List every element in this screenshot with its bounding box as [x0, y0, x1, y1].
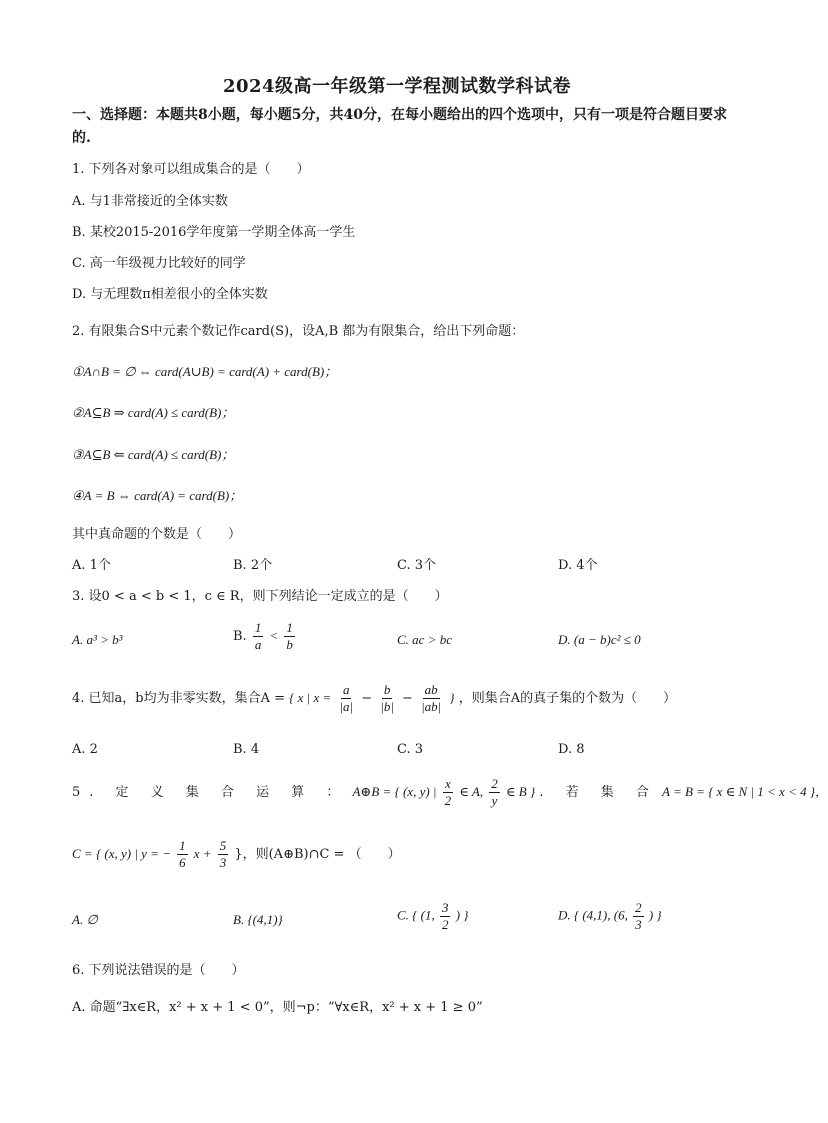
q5-lead: 5. 定 义 集 合 运 算 ： — [72, 785, 349, 800]
numerator: x — [445, 776, 451, 791]
fraction — [218, 838, 229, 871]
numerator: 2 — [491, 776, 498, 791]
q4-stem-prefix: 4. 已知a，b均为非零实数，集合A = — [72, 691, 286, 706]
q5-c-mid: x + — [193, 846, 212, 861]
q4-stem-suffix: ，则集合A的真子集的个数为（ ） — [458, 691, 677, 706]
fraction — [633, 900, 644, 933]
operator: − — [361, 691, 373, 706]
q2-proposition-3: ③A⊆B ⇐ card(A) ≤ card(B)； — [72, 447, 235, 462]
q5-set-c — [72, 838, 401, 871]
fraction — [284, 620, 295, 653]
page-title: 2024级高一年级第一学程测试数学科试卷 — [222, 76, 572, 97]
fraction — [419, 682, 443, 715]
fraction — [253, 620, 264, 653]
q1-option-b: B. 某校2015-2016学年度第一学期全体高一学生 — [72, 225, 356, 240]
q2-option-b: B. 2个 — [233, 558, 273, 573]
q5-option-b: B. {(4,1)} — [233, 912, 283, 927]
numerator: 3 — [441, 900, 449, 915]
q1-option-c: C. 高一年级视力比较好的同学 — [72, 256, 246, 271]
q4-option-d: D. 8 — [558, 742, 585, 757]
set-open: { x | x = — [289, 690, 332, 705]
fraction — [443, 776, 454, 809]
q5-def-mid: ∈ A, — [459, 784, 484, 799]
q4-option-a: A. 2 — [72, 742, 98, 757]
numerator: a — [342, 682, 350, 697]
fraction — [440, 900, 451, 933]
q5-definition — [72, 776, 828, 809]
q3-option-b — [233, 620, 297, 653]
q2-option-d: D. 4个 — [558, 558, 598, 573]
numerator: 1 — [286, 620, 293, 635]
q5-c-suffix: }，则(A⊕B)∩C = （ ） — [234, 847, 401, 862]
numerator: ab — [424, 682, 438, 697]
fraction — [337, 682, 355, 715]
denominator: b — [286, 637, 293, 652]
q5-def-prefix: A⊕B = { (x, y) | — [352, 784, 437, 799]
q4-stem — [72, 682, 676, 715]
denominator: 2 — [444, 793, 452, 808]
denominator: |b| — [380, 699, 394, 714]
fraction — [489, 776, 500, 809]
denominator: |ab| — [421, 699, 442, 714]
q5-option-c — [397, 900, 468, 933]
q5-d-opt-suffix: ) } — [648, 907, 662, 923]
q2-option-c: C. 3个 — [397, 558, 437, 573]
q1-option-d: D. 与无理数π相差很小的全体实数 — [72, 287, 268, 302]
q5-c-prefix: C = { (x, y) | y = − — [72, 846, 171, 861]
q1-stem: 1. 下列各对象可以组成集合的是（ ） — [72, 162, 310, 177]
numerator: 1 — [254, 620, 262, 635]
numerator: b — [383, 682, 391, 697]
q5-option-a: A. ∅ — [72, 912, 98, 927]
q3-option-c: C. ac > bc — [397, 632, 452, 647]
q3-stem: 3. 设0 < a < b < 1，c ∈ R，则下列结论一定成立的是（ ） — [72, 589, 448, 604]
denominator: y — [491, 793, 498, 808]
q2-question: 其中真命题的个数是（ ） — [72, 527, 242, 542]
operator: < — [269, 628, 279, 643]
fraction — [177, 838, 188, 871]
q4-option-b: B. 4 — [233, 742, 260, 757]
q4-option-c: C. 3 — [397, 742, 424, 757]
operator: − — [402, 691, 413, 706]
q5-if-text: . 若 集 合 — [539, 785, 658, 800]
denominator: 3 — [219, 855, 227, 870]
numerator: 1 — [179, 838, 186, 853]
denominator: 6 — [179, 855, 186, 870]
q2-proposition-2: ②A⊆B ⇒ card(A) ≤ card(B)； — [72, 405, 235, 420]
q6-option-a: A. 命题“∃x∈R，x² + x + 1 < 0”，则¬p：“∀x∈R，x² + x + 1 ≥ 0” — [72, 1000, 483, 1015]
q5-option-d — [558, 900, 662, 933]
q6-stem: 6. 下列说法错误的是（ ） — [72, 963, 245, 978]
section-heading: 一、选择题：本题共8小题，每小题5分，共40分，在每小题给出的四个选项中，只有一项是符合题目要求的. — [72, 107, 727, 146]
q2-option-a: A. 1个 — [72, 558, 111, 573]
denominator: 3 — [635, 917, 642, 932]
q1-option-a: A. 与1非常接近的全体实数 — [72, 194, 228, 209]
q3-option-b-label: B. — [233, 629, 247, 644]
fraction — [378, 682, 396, 715]
numerator: 5 — [219, 838, 227, 853]
q2-stem: 2. 有限集合S中元素个数记作card(S)，设A,B 都为有限集合，给出下列命题： — [72, 324, 525, 339]
q3-option-d: D. (a − b)c² ≤ 0 — [558, 632, 641, 647]
set-close: } — [449, 690, 455, 705]
q5-c-opt-suffix: ) } — [455, 907, 469, 923]
denominator: |a| — [339, 699, 354, 714]
q2-proposition-1: ①A∩B = ∅ ⇔ card(A∪B) = card(A) + card(B)； — [72, 364, 338, 379]
q5-d-opt-prefix: D. { (4,1), (6, — [558, 907, 628, 923]
q5-c-opt-prefix: C. { (1, — [397, 907, 435, 923]
q5-def-suffix: ∈ B } — [505, 784, 536, 799]
numerator: 2 — [635, 900, 642, 915]
q3-option-a: A. a³ > b³ — [72, 632, 123, 647]
denominator: 2 — [441, 917, 449, 932]
denominator: a — [254, 637, 262, 652]
q2-proposition-4: ④A = B ⇔ card(A) = card(B)； — [72, 488, 243, 503]
q5-ab-set: A = B = { x ∈ N | 1 < x < 4 }， — [662, 784, 828, 799]
